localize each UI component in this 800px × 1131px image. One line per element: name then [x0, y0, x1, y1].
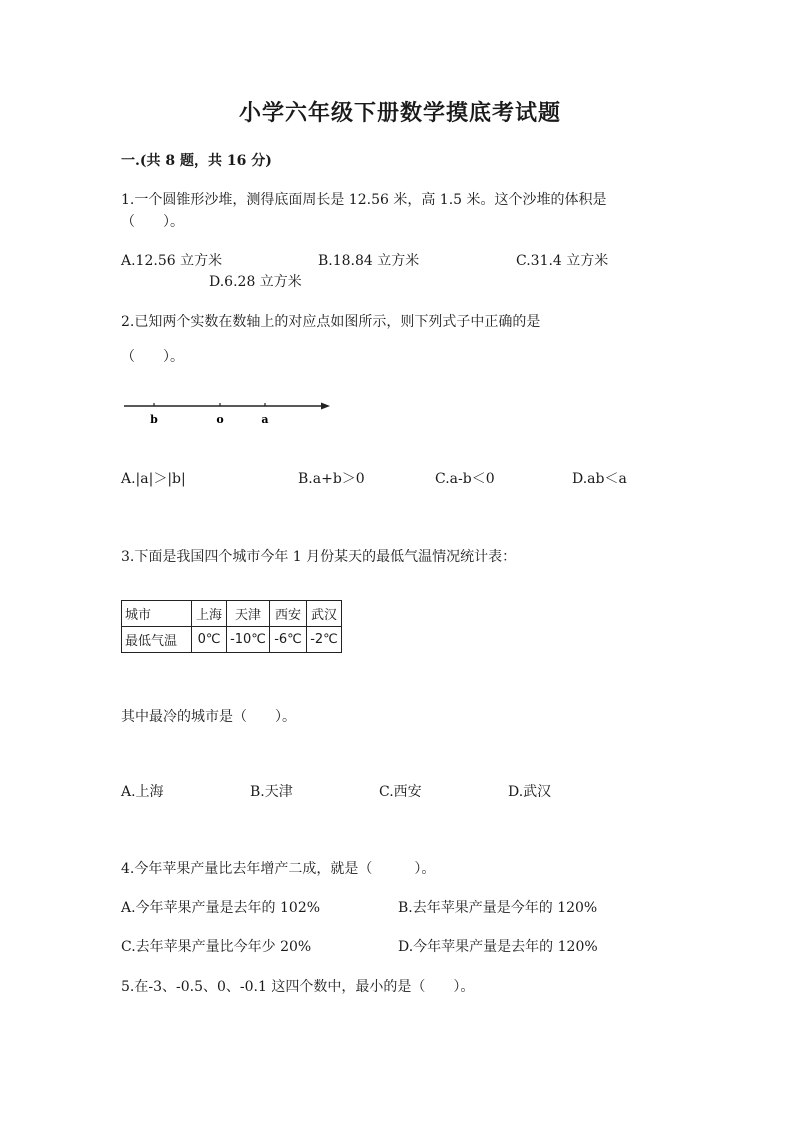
- section-heading: 一.(共 8 题，共 16 分): [121, 153, 272, 169]
- table-row: [122, 601, 342, 627]
- q1-option-b: B.18.84 立方米: [318, 253, 420, 269]
- table-row: [122, 627, 342, 653]
- table-cell: 0℃: [192, 627, 227, 653]
- q3-option-a: A.上海: [121, 784, 164, 800]
- table-cell: 城市: [122, 601, 192, 627]
- q1-option-c: C.31.4 立方米: [516, 253, 609, 269]
- q3-question: 其中最冷的城市是（ ）。: [121, 709, 296, 725]
- q1-option-d: D.6.28 立方米: [209, 274, 302, 290]
- number-line-figure: [121, 396, 336, 430]
- q2-stem: 2.已知两个实数在数轴上的对应点如图所示，则下列式子中正确的是: [121, 314, 541, 330]
- q4-option-c: C.去年苹果产量比今年少 20%: [121, 939, 312, 955]
- table-cell: 天津: [227, 601, 270, 627]
- table-cell: 最低气温: [122, 627, 192, 653]
- number-line-label-o: o: [216, 413, 224, 426]
- table-cell: 上海: [192, 601, 227, 627]
- q3-option-c: C.西安: [379, 784, 422, 800]
- table-cell: -10℃: [227, 627, 270, 653]
- q2-blank: （ ）。: [121, 349, 184, 365]
- temperature-table: [121, 600, 342, 653]
- number-line-arrow: [321, 403, 330, 410]
- q1-blank: （ ）。: [121, 214, 184, 230]
- table-cell: 武汉: [307, 601, 342, 627]
- q1-option-a: A.12.56 立方米: [121, 253, 223, 269]
- table-cell: 西安: [270, 601, 307, 627]
- q2-option-d: D.ab＜a: [572, 471, 627, 487]
- q2-option-c: C.a-b＜0: [435, 471, 495, 487]
- q2-option-b: B.a+b＞0: [298, 471, 365, 487]
- q4-stem: 4.今年苹果产量比去年增产二成，就是（ ）。: [121, 861, 436, 877]
- table-cell: -6℃: [270, 627, 307, 653]
- q2-option-a: A.|a|＞|b|: [121, 471, 186, 487]
- q4-option-b: B.去年苹果产量是今年的 120%: [398, 900, 598, 916]
- q4-option-d: D.今年苹果产量是去年的 120%: [398, 939, 598, 955]
- q4-option-a: A.今年苹果产量是去年的 102%: [121, 900, 321, 916]
- page-title: 小学六年级下册数学摸底考试题: [238, 100, 561, 126]
- q5-stem: 5.在-3、-0.5、0、-0.1 这四个数中，最小的是（ ）。: [121, 979, 475, 995]
- q3-option-d: D.武汉: [508, 784, 552, 800]
- q3-option-b: B.天津: [250, 784, 293, 800]
- number-line-label-b: b: [150, 413, 158, 426]
- q3-stem: 3.下面是我国四个城市今年 1 月份某天的最低气温情况统计表：: [121, 549, 517, 565]
- q1-stem: 1.一个圆锥形沙堆，测得底面周长是 12.56 米，高 1.5 米。这个沙堆的体积是: [121, 192, 607, 208]
- number-line-label-a: a: [261, 413, 269, 426]
- table-cell: -2℃: [307, 627, 342, 653]
